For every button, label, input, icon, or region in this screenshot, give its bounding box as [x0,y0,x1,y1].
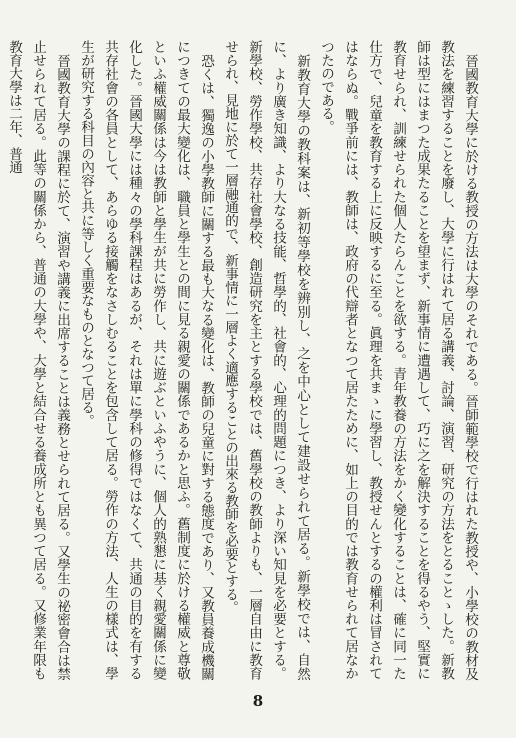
paragraph: 晉國教育大學の課程に於て、演習や講義に出席することは義務とせられて居る。又學生の祕密會合は禁止せられて居る。此等の關係から、普通の大學や、大學と結合せる養成所とも異つて居る。又修業年限も教育大學は二年、普通 [6,40,70,680]
paragraph: 恐くは、獨逸の小學教師に關する最も大なる變化は、教師の兒童に對する態度であり、又教員養成機關につきての最大變化は、職員と學生との間に見る親愛の關係であるかと思ふ。舊制度に於ける權威と尊敬といふ權威關係は今は教師と學生が共に勞作し、共に遊ぶといふやうに、個人的熟懇に基く親愛關係に變化した。晉國大學には種々の學科課程はあるが、それは單に學科の修得ではなくて、共通の目的を有する共存社會の各員として、あらゆる接觸をなさしむることを包含して居る。勞作の方法、人生の樣式は、學生が研究する科目の內容と共に等しく重要なものとなつて居る。 [78,40,214,680]
page-number: 8 [252,692,264,710]
paragraph: 新教育大學の教科案は、新初等學校を辨別し、之を中心として建設せられて居る。新學校では、自然に、より廣き知識、より大なる技能、哲學的、社會的、心理的問題につき、より深い知見を必要とする。新學校、勞作學校、共存社會學校、創造研究を主とする學校では、舊學校の教師よりも、一層自由に教育せられ、見地に於て一層融通的で、新事情に一層よく適應することの出來る教師を必要とする。 [222,40,310,680]
vertical-text-body [6,40,482,680]
paragraph: 晉國教育大學に於ける教授の方法は大學のそれである。晉師範學校で行はれた教授や、小學校の教材及教法を練習することを廢し、大學に行はれて居る講義、討論、演習、研究の方法をとることゝした。新教師は型にはまつた成果たることを望まず、新事情に遭遇して、巧に之を解決することを得るやう、堅實に教育せられ、訓練せられた個人たらんことを欲する。青年教養の方法をかく變化することは、確に同一た仕方で、兒童を教育する上に反映するに至る。眞理を共まゝに學習し、教授せんとするの權利は冒されてはならぬ。戰爭前には、教師は、政府の代辯者となつて居たために、如上の目的では教育せられて居なかつたのである。 [318,40,478,680]
